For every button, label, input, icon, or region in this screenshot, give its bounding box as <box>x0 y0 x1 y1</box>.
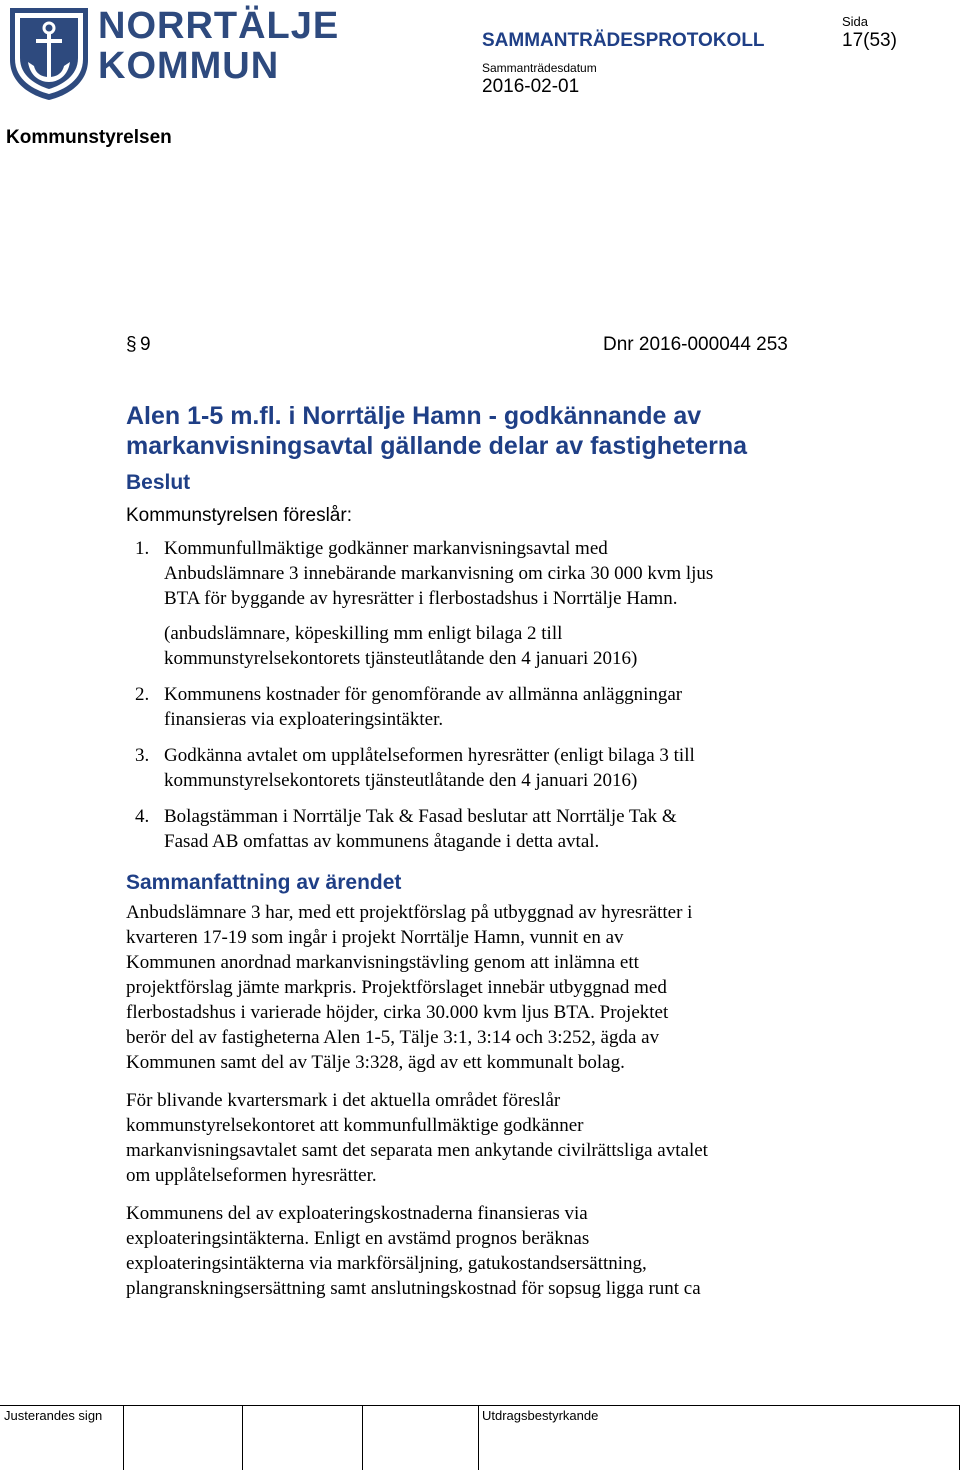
paragraph-line: om upplåtelseformen hyresrätter. <box>126 1165 377 1186</box>
decision-line: Bolagstämman i Norrtälje Tak & Fasad beslutar att Norrtälje Tak & <box>164 806 677 827</box>
paragraph-line: För blivande kvartersmark i det aktuella området föreslår <box>126 1090 561 1111</box>
logo-line-2: KOMMUN <box>98 45 280 87</box>
paragraph-line: exploateringsintäkterna via markförsäljning, gatukostandsersättning, <box>126 1253 647 1274</box>
extract-certification-label: Utdragsbestyrkande <box>482 1408 599 1423</box>
section-number: 9 <box>140 334 151 355</box>
summary-paragraph-3 <box>126 1201 806 1301</box>
page-number: 17(53) <box>842 30 897 51</box>
sign-box-divider <box>242 1405 243 1470</box>
summary-paragraph-1 <box>126 900 806 1075</box>
decision-line: Kommunfullmäktige godkänner markanvisningsavtal med <box>164 538 608 559</box>
decision-heading: Beslut <box>126 471 191 494</box>
paragraph-line: projektförslag jämte markpris. Projektförslaget innebär utbyggnad med <box>126 977 667 998</box>
sign-box-divider <box>478 1405 479 1470</box>
paragraph-line: Anbudslämnare 3 har, med ett projektförslag på utbyggnad av hyresrätter i <box>126 902 693 923</box>
section-title: Alen 1-5 m.fl. i Norrtälje Hamn - godkännande av markanvisningsavtal gällande delar av fastigheterna <box>126 402 748 460</box>
paragraph-line: markanvisningsavtalet samt det separata men ankytande civilrättsliga avtalet <box>126 1140 708 1161</box>
signature-footer <box>0 1405 960 1470</box>
list-number: 1. <box>135 538 150 559</box>
decision-intro: Kommunstyrelsen föreslår: <box>126 505 352 526</box>
meeting-date: 2016-02-01 <box>482 76 580 97</box>
summary-paragraph-2 <box>126 1088 806 1188</box>
diary-number: Dnr 2016-000044 253 <box>603 334 788 355</box>
decision-item-4 <box>126 804 826 854</box>
protocol-title: SAMMANTRÄDESPROTOKOLL <box>482 30 765 51</box>
paragraph-line: kommunstyrelsekontoret att kommunfullmäktige godkänner <box>126 1115 584 1136</box>
decision-line: Kommunens kostnader för genomförande av allmänna anläggningar <box>164 684 683 705</box>
decision-line: Godkänna avtalet om upplåtelseformen hyresrätter (enligt bilaga 3 till <box>164 745 695 766</box>
decision-line: Fasad AB omfattas av kommunens åtagande i detta avtal. <box>164 831 600 852</box>
summary-heading: Sammanfattning av ärendet <box>126 871 402 894</box>
decision-item-2 <box>126 682 826 732</box>
logo-wordmark <box>98 6 339 86</box>
footer-top-rule <box>0 1405 960 1406</box>
decision-note-line: kommunstyrelsekontorets tjänsteutlåtande den 4 januari 2016) <box>164 648 638 669</box>
municipality-logo <box>6 4 340 104</box>
sign-box-divider <box>123 1405 124 1470</box>
logo-line-1: NORRTÄLJE <box>98 5 340 47</box>
page-label: Sida <box>842 14 869 29</box>
decision-item-1 <box>126 536 826 671</box>
paragraph-line: berör del av fastigheterna Alen 1-5, Tälje 3:1, 3:14 och 3:252, ägda av <box>126 1027 660 1048</box>
paragraph-line: Kommunens del av exploateringskostnaderna finansieras via <box>126 1203 588 1224</box>
decision-list <box>126 536 826 854</box>
decision-line: BTA för byggande av hyresrätter i flerbostadshus i Norrtälje Hamn. <box>164 588 678 609</box>
list-number: 3. <box>135 745 150 766</box>
decision-line: Anbudslämnare 3 innebärande markanvisning om cirka 30 000 kvm ljus <box>164 563 714 584</box>
anchor-shield-icon <box>6 4 92 102</box>
organization-name: Kommunstyrelsen <box>6 127 172 148</box>
paragraph-line: kvarteren 17-19 som ingår i projekt Norrtälje Hamn, vunnit en av <box>126 927 624 948</box>
decision-item-3 <box>126 743 826 793</box>
paragraph-line: exploateringsintäkterna. Enligt en avstämd prognos beräknas <box>126 1228 590 1249</box>
decision-line: kommunstyrelsekontorets tjänsteutlåtande den 4 januari 2016) <box>164 770 638 791</box>
paragraph-line: Kommunen samt del av Tälje 3:328, ägd av ett kommunalt bolag. <box>126 1052 625 1073</box>
list-number: 4. <box>135 806 150 827</box>
decision-note-line: (anbudslämnare, köpeskilling mm enligt bilaga 2 till <box>164 623 563 644</box>
paragraph-line: Kommunen anordnad markanvisningstävling genom att inlämna ett <box>126 952 639 973</box>
meeting-date-label: Sammanträdesdatum <box>482 61 597 75</box>
list-number: 2. <box>135 684 150 705</box>
section-sign: § <box>126 334 137 355</box>
paragraph-line: flerbostadshus i varierade höjder, cirka 30.000 kvm ljus BTA. Projektet <box>126 1002 669 1023</box>
paragraph-line: plangranskningsersättning samt anslutningskostnad för sopsug ligga runt ca <box>126 1278 701 1299</box>
sign-box-divider <box>362 1405 363 1470</box>
adjuster-sign-label: Justerandes sign <box>4 1408 103 1423</box>
decision-line: finansieras via exploateringsintäkter. <box>164 709 444 730</box>
